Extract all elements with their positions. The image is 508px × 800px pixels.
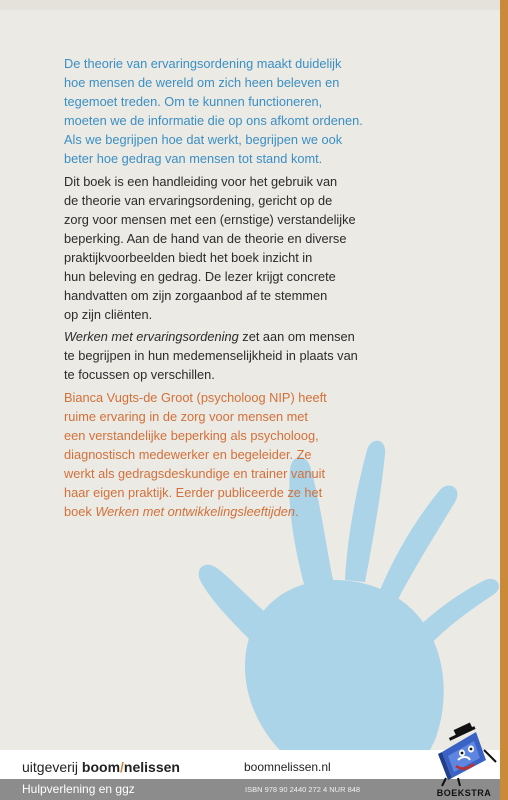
intro-line: tegemoet treden. Om te kunnen functioneren, <box>64 94 323 109</box>
summary-paragraph <box>64 327 424 384</box>
intro-line: moeten we de informatie die op ons afkomt ordenen. <box>64 113 363 128</box>
summary-line: te begrijpen in hun medemenselijkheid in plaats van <box>64 348 358 363</box>
author-name: Bianca Vugts-de Groot <box>64 390 193 405</box>
publisher-slash: / <box>120 759 124 775</box>
description-line: Dit boek is een handleiding voor het gebruik van <box>64 174 338 189</box>
description-line: handvatten om zijn zorgaanbod af te stemmen <box>64 288 328 303</box>
book-title: Werken met ervaringsordening <box>64 329 239 344</box>
description-line: zorg voor mensen met een (ernstige) verstandelijke <box>64 212 356 227</box>
top-strip <box>0 0 500 10</box>
author-line <box>64 502 424 521</box>
description-paragraph <box>64 172 424 324</box>
summary-text: zet aan om mensen <box>238 329 355 344</box>
publisher-website: boomnelissen.nl <box>244 760 331 774</box>
publisher-prefix: uitgeverij <box>22 759 82 775</box>
summary-line <box>64 327 424 346</box>
author-text: boek <box>64 504 96 519</box>
author-credentials: (psycholoog NIP) heeft <box>193 390 327 405</box>
author-line <box>64 388 424 407</box>
author-bio <box>64 388 424 521</box>
description-line: hun beleving en gedrag. De lezer krijgt concrete <box>64 269 336 284</box>
description-line: beperking. Aan de hand van de theorie en diverse <box>64 231 347 246</box>
intro-paragraph <box>64 54 424 168</box>
isbn-text: ISBN 978 90 2440 272 4 NUR 848 <box>245 785 361 794</box>
author-line: werkt als gedragsdeskundige en trainer vanuit <box>64 466 326 481</box>
publisher-name-b: nelissen <box>123 759 180 775</box>
intro-line: Als we begrijpen hoe dat werkt, begrijpen we ook <box>64 132 343 147</box>
summary-line: te focussen op verschillen. <box>64 367 215 382</box>
description-line: op zijn cliënten. <box>64 307 153 322</box>
intro-line: beter hoe gedrag van mensen tot stand komt. <box>64 151 323 166</box>
previous-book-title: Werken met ontwikkelingsleeftijden <box>95 504 295 519</box>
author-text: . <box>294 504 299 519</box>
sticker-label: BOEKSTRA <box>436 788 492 798</box>
description-line: praktijkvoorbeelden biedt het boek inzicht in <box>64 250 313 265</box>
intro-line: hoe mensen de wereld om zich heen beleven en <box>64 75 340 90</box>
boekstra-book-mascot-icon <box>424 722 504 788</box>
publisher-name-a: boom <box>81 759 121 775</box>
intro-line: De theorie van ervaringsordening maakt duidelijk <box>64 56 342 71</box>
author-line: haar eigen praktijk. Eerder publiceerde ze het <box>64 485 323 500</box>
author-line: ruime ervaring in de zorg voor mensen met <box>64 409 308 424</box>
boekstra-sticker <box>424 722 504 800</box>
description-line: de theorie van ervaringsordening, gericht op de <box>64 193 333 208</box>
author-line: diagnostisch medewerker en begeleider. Ze <box>64 447 312 462</box>
publisher-logo <box>22 759 180 775</box>
author-line: een verstandelijke beperking als psycholoog, <box>64 428 319 443</box>
category-label: Hulpverlening en ggz <box>22 782 135 796</box>
